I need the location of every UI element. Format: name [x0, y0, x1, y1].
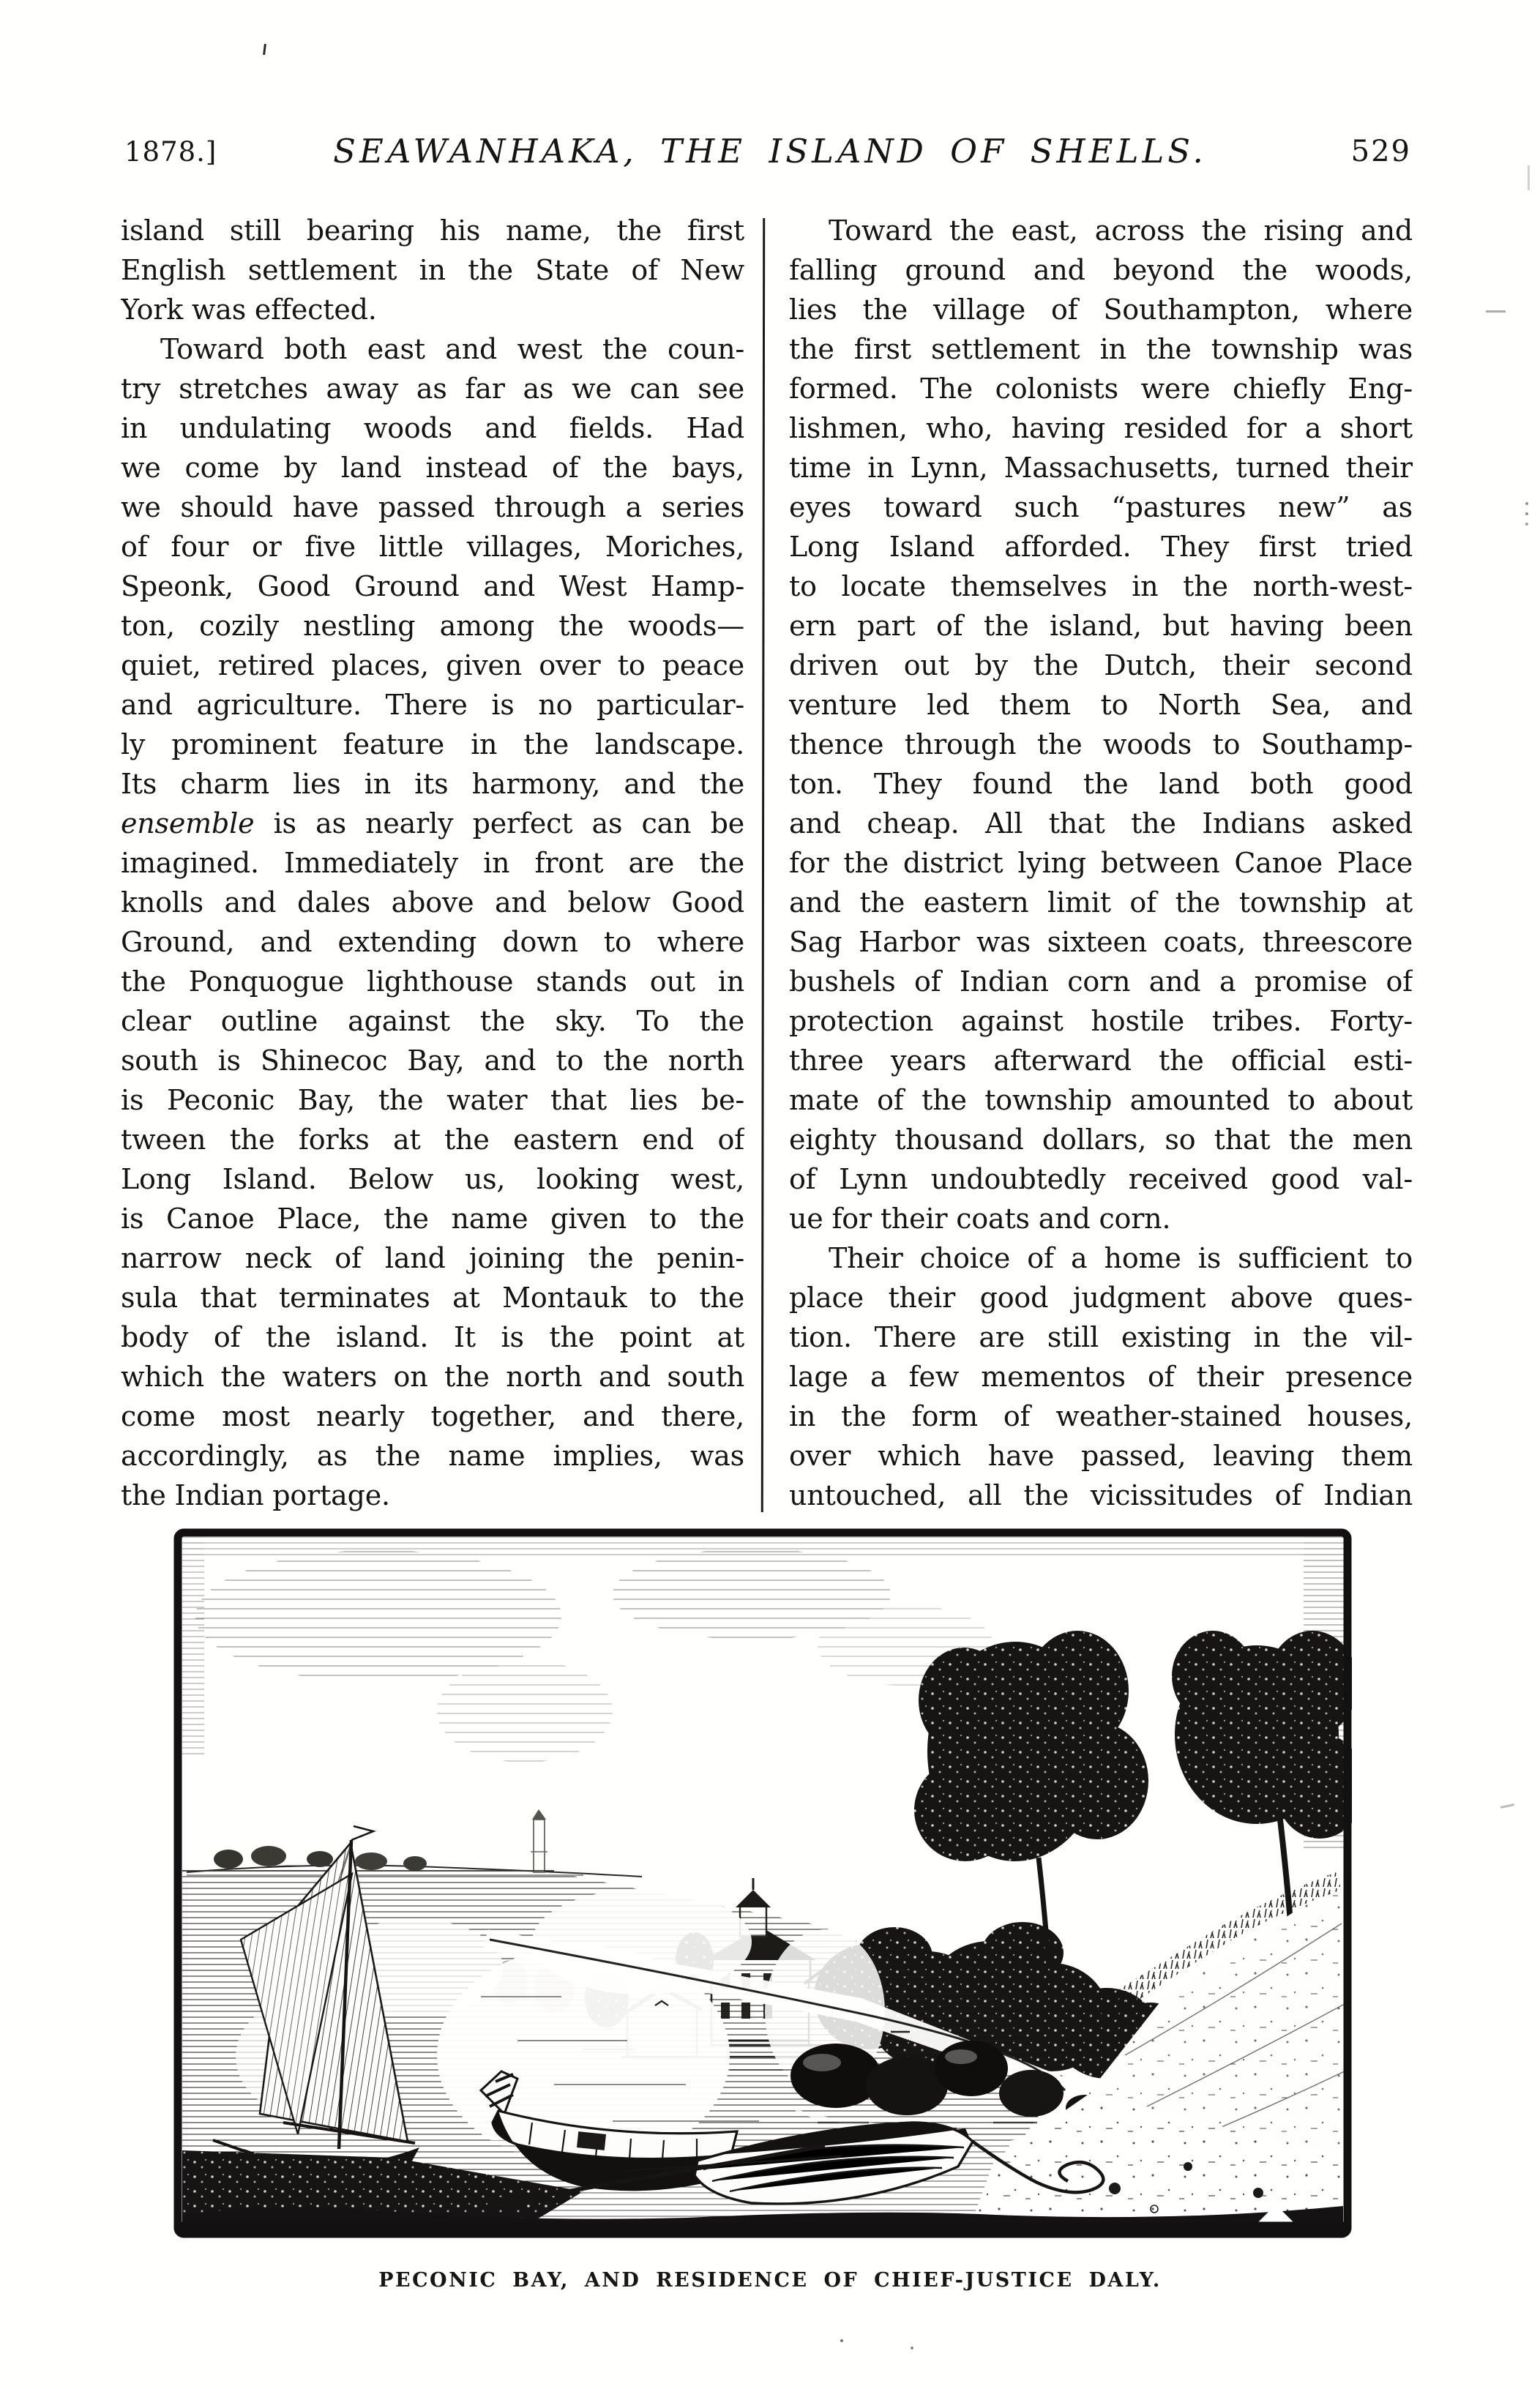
text-line: of four or five little villages, Moriches,	[121, 531, 744, 563]
text-line: the Indian portage.	[121, 1479, 390, 1511]
text-line: the first settlement in the township was	[789, 333, 1413, 365]
text-line: ly prominent feature in the landscape.	[121, 728, 744, 760]
text-line: in undulating woods and fields. Had	[121, 412, 744, 444]
text-line: tween the forks at the eastern end of	[121, 1124, 744, 1156]
left-column	[121, 211, 744, 1515]
text-line: place their good judgment above ques-	[789, 1282, 1413, 1314]
text-line: driven out by the Dutch, their second	[789, 649, 1413, 681]
text-line: eighty thousand dollars, so that the men	[789, 1124, 1413, 1156]
text-line: ton. They found the land both good	[789, 768, 1413, 800]
text-line: of Lynn undoubtedly received good val-	[789, 1163, 1413, 1195]
text-line: imagined. Immediately in front are the	[121, 847, 744, 879]
text-line: clear outline against the sky. To the	[121, 1005, 744, 1037]
text-line: falling ground and beyond the woods,	[789, 254, 1413, 286]
page-title: SEAWANHAKA, THE ISLAND OF SHELLS.	[333, 132, 1207, 171]
text-line: protection against hostile tribes. Forty-	[789, 1005, 1413, 1037]
text-line: Its charm lies in its harmony, and the	[121, 768, 744, 800]
text-line: formed. The colonists were chiefly Eng-	[789, 373, 1413, 405]
text-line: and the eastern limit of the township at	[789, 886, 1413, 919]
text-line: is Canoe Place, the name given to the	[121, 1203, 744, 1235]
scan-artifact	[1500, 1803, 1514, 1809]
text-line: ton, cozily nestling among the woods—	[121, 610, 744, 642]
text-line: untouched, all the vicissitudes of Indian	[789, 1479, 1413, 1511]
text-line: come most nearly together, and there,	[121, 1400, 744, 1432]
text-line: ern part of the island, but having been	[789, 610, 1413, 642]
text-line: thence through the woods to Southamp-	[789, 728, 1413, 760]
text-line: Toward both east and west the coun-	[160, 333, 744, 365]
text-line: island still bearing his name, the first	[121, 214, 744, 247]
text-line: lishmen, who, having resided for a short	[789, 412, 1413, 444]
text-line: which the waters on the north and south	[121, 1361, 744, 1393]
text-line: English settlement in the State of New	[121, 254, 744, 286]
text-line: Long Island. Below us, looking west,	[121, 1163, 744, 1195]
text-line: eyes toward such “pastures new” as	[789, 491, 1413, 523]
header-page-number: 529	[1350, 135, 1411, 168]
text-line: knolls and dales above and below Good	[121, 886, 744, 919]
text-line: Ground, and extending down to where	[121, 926, 744, 958]
scan-artifact	[263, 44, 266, 55]
text-line: time in Lynn, Massachusetts, turned their	[789, 452, 1413, 484]
header-year: 1878.]	[124, 136, 217, 168]
text-line: in the form of weather-stained houses,	[789, 1400, 1413, 1432]
text-line: south is Shinecoc Bay, and to the north	[121, 1044, 744, 1077]
text-line: ue for their coats and corn.	[789, 1203, 1171, 1235]
scan-artifact	[840, 2339, 843, 2342]
text-line: to locate themselves in the north-west-	[789, 570, 1413, 602]
text-line: accordingly, as the name implies, was	[121, 1440, 744, 1472]
text-line: try stretches away as far as we can see	[121, 373, 744, 405]
text-line: lage a few mementos of their presence	[789, 1361, 1413, 1393]
text-line: three years afterward the official esti-	[789, 1044, 1413, 1077]
scan-artifact	[1525, 502, 1528, 505]
column-divider	[761, 218, 765, 1512]
text-line: Sag Harbor was sixteen coats, threescore	[789, 926, 1413, 958]
text-line: body of the island. It is the point at	[121, 1321, 744, 1353]
scan-artifact	[1486, 310, 1506, 313]
text-line: sula that terminates at Montauk to the	[121, 1282, 744, 1314]
text-line: Long Island afforded. They first tried	[789, 531, 1413, 563]
text-line: mate of the township amounted to about	[789, 1084, 1413, 1116]
text-line: Their choice of a home is sufficient to	[829, 1242, 1413, 1274]
text-line: for the district lying between Canoe Place	[789, 847, 1413, 879]
illustration-figure	[173, 1528, 1352, 2240]
text-line: York was effected.	[121, 294, 377, 326]
text-line: quiet, retired places, given over to peace	[121, 649, 744, 681]
text-line: the Ponquogue lighthouse stands out in	[121, 965, 744, 998]
text-line: Toward the east, across the rising and	[829, 214, 1413, 247]
text-line: is Peconic Bay, the water that lies be-	[121, 1084, 744, 1116]
engraving-peconic-bay	[173, 1528, 1352, 2240]
text-line: lies the village of Southampton, where	[789, 294, 1413, 326]
text-line: narrow neck of land joining the penin-	[121, 1242, 744, 1274]
text-line: we come by land instead of the bays,	[121, 452, 744, 484]
right-column	[789, 211, 1413, 1515]
text-line: and agriculture. There is no particular-	[121, 689, 744, 721]
text-line: tion. There are still existing in the vil-	[789, 1321, 1413, 1353]
text-line: we should have passed through a series	[121, 491, 744, 523]
text-line: and cheap. All that the Indians asked	[789, 807, 1413, 840]
text-line: over which have passed, leaving them	[789, 1440, 1413, 1472]
scan-artifact	[1528, 165, 1530, 190]
illustration-caption: PECONIC BAY, AND RESIDENCE OF CHIEF-JUSTICE DALY.	[378, 2269, 1162, 2292]
text-line: bushels of Indian corn and a promise of	[789, 965, 1413, 998]
text-line: venture led them to North Sea, and	[789, 689, 1413, 721]
text-line: ensemble is as nearly perfect as can be	[121, 807, 744, 840]
text-line: Speonk, Good Ground and West Hamp-	[121, 570, 744, 602]
